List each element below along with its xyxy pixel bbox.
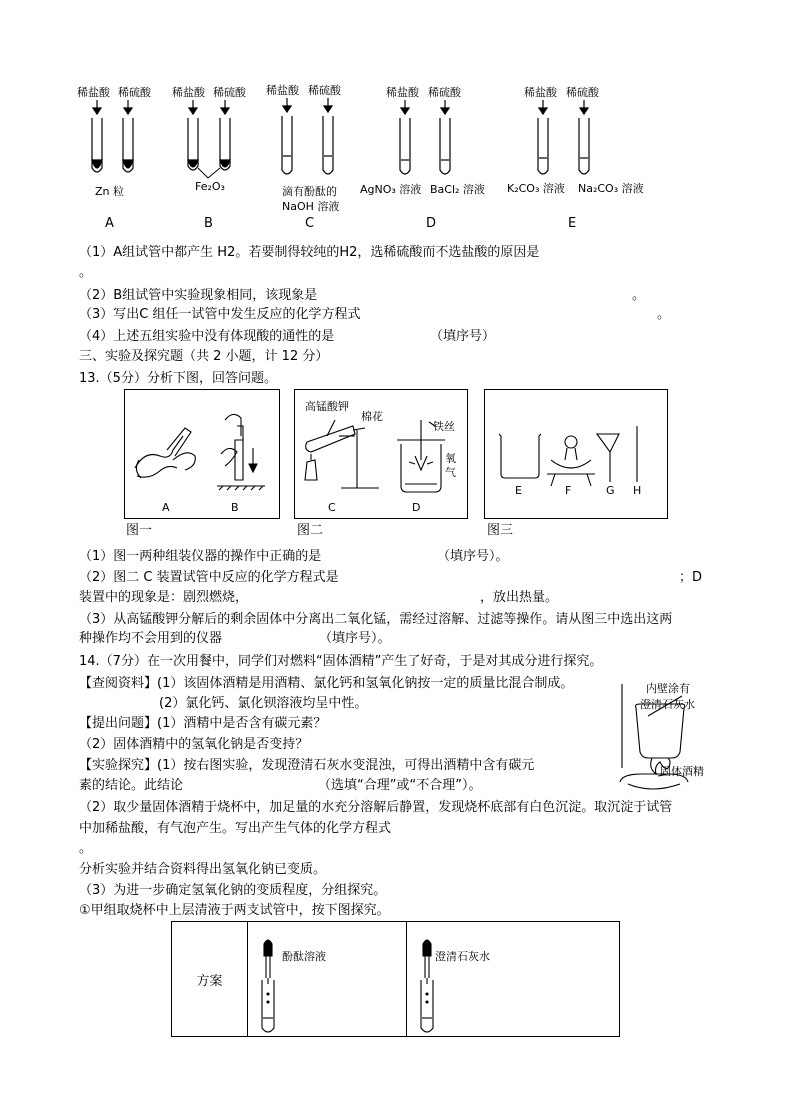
section-heading: 三、实验及探究题（共 2 小题，计 12 分）: [79, 349, 329, 364]
figure-3-drawing: [485, 390, 667, 518]
figure-letter: E: [515, 484, 522, 497]
figure-letter: F: [565, 484, 572, 497]
figure-1-drawing: [125, 390, 279, 518]
q12-part2-end: 。: [632, 288, 646, 303]
reagent-label: 澄清石灰水: [435, 950, 490, 963]
q13-part2-end: ；D: [679, 570, 703, 585]
tube-A2: [123, 100, 133, 172]
acid-label: 稀盐酸: [172, 86, 205, 99]
figure-letter: B: [231, 501, 239, 514]
acid-label: 稀盐酸: [266, 84, 299, 97]
figure-letter: C: [328, 501, 336, 514]
q14-question1: 【提出问题】(1）酒精中是否含有碳元素？: [79, 716, 327, 731]
oxygen-label: 氧: [445, 452, 456, 465]
tube-E2: [579, 100, 589, 174]
tube-D1: [400, 100, 410, 174]
q13-part2: （2）图二 C 装置试管中反应的化学方程式是: [79, 570, 339, 585]
tube-B1: [188, 100, 198, 170]
reagent-label: K₂CO₃ 溶液: [507, 182, 565, 195]
plan-cell-limewater: [407, 922, 620, 1037]
q14-title: 14.（7分）在一次用餐中，同学们对燃料“固体酒精”产生了好奇，于是对其成分进行探究。: [79, 654, 603, 669]
q14-explore2: （2）取少量固体酒精于烧杯中，加足量的水充分溶解后静置，发现烧杯底部有白色沉淀。取沉淀于试管: [79, 800, 673, 815]
plan-cell-phenolphthalein: [248, 922, 407, 1037]
q12-part3: （3）写出C 组任一试管中发生反应的化学方程式: [79, 307, 361, 322]
figure-1-caption: 图一: [126, 523, 153, 538]
dropper-tube-drawing: [407, 922, 447, 1036]
q12-part2: （2）B组试管中实验现象相同，该现象是: [79, 288, 318, 303]
tube-C1: [282, 98, 292, 174]
q12-part4-fill: （填序号）: [430, 329, 496, 344]
kmno4-label: 高锰酸钾: [305, 400, 349, 413]
figure-2-drawing: [295, 390, 467, 518]
q14-explore2c: 。: [79, 841, 93, 856]
reagent-label: 酚酞溶液: [282, 950, 326, 963]
figure-label: 内壁涂有: [646, 682, 690, 695]
figure-3-caption: 图三: [487, 523, 514, 538]
q14-explore1b-fill: （选填“合理”或“不合理”）。: [318, 778, 482, 793]
test-tubes-drawing: [0, 0, 790, 240]
q12-part1: （1）A组试管中都产生 H2。若要制得较纯的H2，选稀硫酸而不选盐酸的原因是: [79, 245, 540, 260]
reagent-label: Fe₂O₃: [195, 180, 225, 193]
figure-label: 澄清石灰水: [640, 698, 695, 711]
q13-part2-line2-end: ，放出热量。: [480, 590, 559, 605]
q14-info2: (2）氯化钙、氯化钡溶液均呈中性。: [159, 696, 368, 711]
acid-label: 稀硫酸: [428, 86, 461, 99]
q13-part2-line2: 装置中的现象是：剧烈燃烧，: [79, 590, 249, 605]
group-letter: A: [105, 216, 114, 231]
q12-part4: （4）上述五组实验中没有体现酸的通性的是: [79, 329, 335, 344]
q13-part1: （1）图一两种组装仪器的操作中正确的是: [79, 549, 322, 564]
acid-label: 稀硫酸: [118, 86, 151, 99]
reagent-label: NaOH 溶液: [282, 200, 340, 213]
figure-label: 固体酒精: [660, 765, 704, 778]
q14-explore3: （3）为进一步确定氢氧化钠的变质程度，分组探究。: [79, 883, 387, 898]
q14-explore1b: 素的结论。此结论: [79, 778, 184, 793]
figure-letter: H: [633, 484, 642, 497]
q14-info1: 【查阅资料】(1）该固体酒精是用酒精、氯化钙和氢氧化钠按一定的质量比混合制成。: [79, 676, 574, 691]
group-letter: D: [426, 216, 437, 231]
q12-part1-end: 。: [79, 265, 93, 280]
tube-E1: [538, 100, 548, 174]
q13-part3-line2: 种操作均不会用到的仪器: [79, 631, 223, 646]
q14-question2: （2）固体酒精中的氢氧化钠是否变持？: [79, 737, 309, 752]
group-letter: B: [204, 216, 213, 231]
solid-alcohol-figure: [612, 678, 712, 798]
reagent-label: 滴有酚酞的: [282, 185, 337, 198]
q13-title: 13.（5分）分析下图，回答问题。: [79, 371, 277, 386]
reagent-label: Zn 粒: [95, 185, 125, 198]
q13-part3: （3）从高锰酸钾分解后的剩余固体中分离出二氧化锰，需经过溶解、过滤等操作。请从图三中选出这两: [79, 612, 673, 627]
iron-wire-label: 铁丝: [433, 420, 455, 433]
acid-label: 稀盐酸: [386, 86, 419, 99]
reagent-label: AgNO₃ 溶液: [360, 183, 422, 196]
tube-C2: [323, 98, 333, 174]
acid-label: 稀盐酸: [77, 86, 110, 99]
group-letter: E: [568, 216, 577, 231]
figure-letter: G: [606, 484, 615, 497]
tube-B2: [220, 100, 230, 170]
acid-label: 稀硫酸: [308, 84, 341, 97]
figure-2-caption: 图二: [297, 523, 324, 538]
figure-3: [484, 389, 668, 519]
acid-label: 稀盐酸: [524, 86, 557, 99]
figure-1: [124, 389, 280, 519]
plan-row-label: 方案: [172, 922, 248, 1037]
cotton-label: 棉花: [361, 410, 383, 423]
plan-table: [171, 921, 620, 1037]
q12-part3-end: 。: [657, 307, 671, 322]
tube-D2: [440, 100, 450, 174]
q14-explore1: 【实验探究】(1）按右图实验，发现澄清石灰水变混浊，可得出酒精中含有碳元: [79, 758, 535, 773]
q14-group-a: ①甲组取烧杯中上层清液于两支试管中，按下图探究。: [79, 903, 390, 918]
q14-explore2b: 中加稀盐酸，有气泡产生。写出产生气体的化学方程式: [79, 821, 392, 836]
q13-part3-fill: （填序号）。: [319, 631, 391, 646]
figure-2: [294, 389, 468, 519]
group-letter: C: [305, 216, 315, 231]
acid-label: 稀硫酸: [213, 86, 246, 99]
figure-letter: A: [162, 501, 170, 514]
tube-A1: [92, 100, 102, 172]
acid-label: 稀硫酸: [566, 86, 599, 99]
q14-conclusion: 分析实验并结合资料得出氢氧化钠已变质。: [79, 862, 327, 877]
reagent-label: BaCl₂ 溶液: [430, 183, 485, 196]
oxygen-label: 气: [445, 466, 456, 479]
dropper-tube-drawing: [248, 922, 288, 1036]
figure-letter: D: [412, 501, 421, 514]
q13-part1-fill: （填序号）。: [437, 549, 509, 564]
reagent-label: Na₂CO₃ 溶液: [578, 182, 644, 195]
